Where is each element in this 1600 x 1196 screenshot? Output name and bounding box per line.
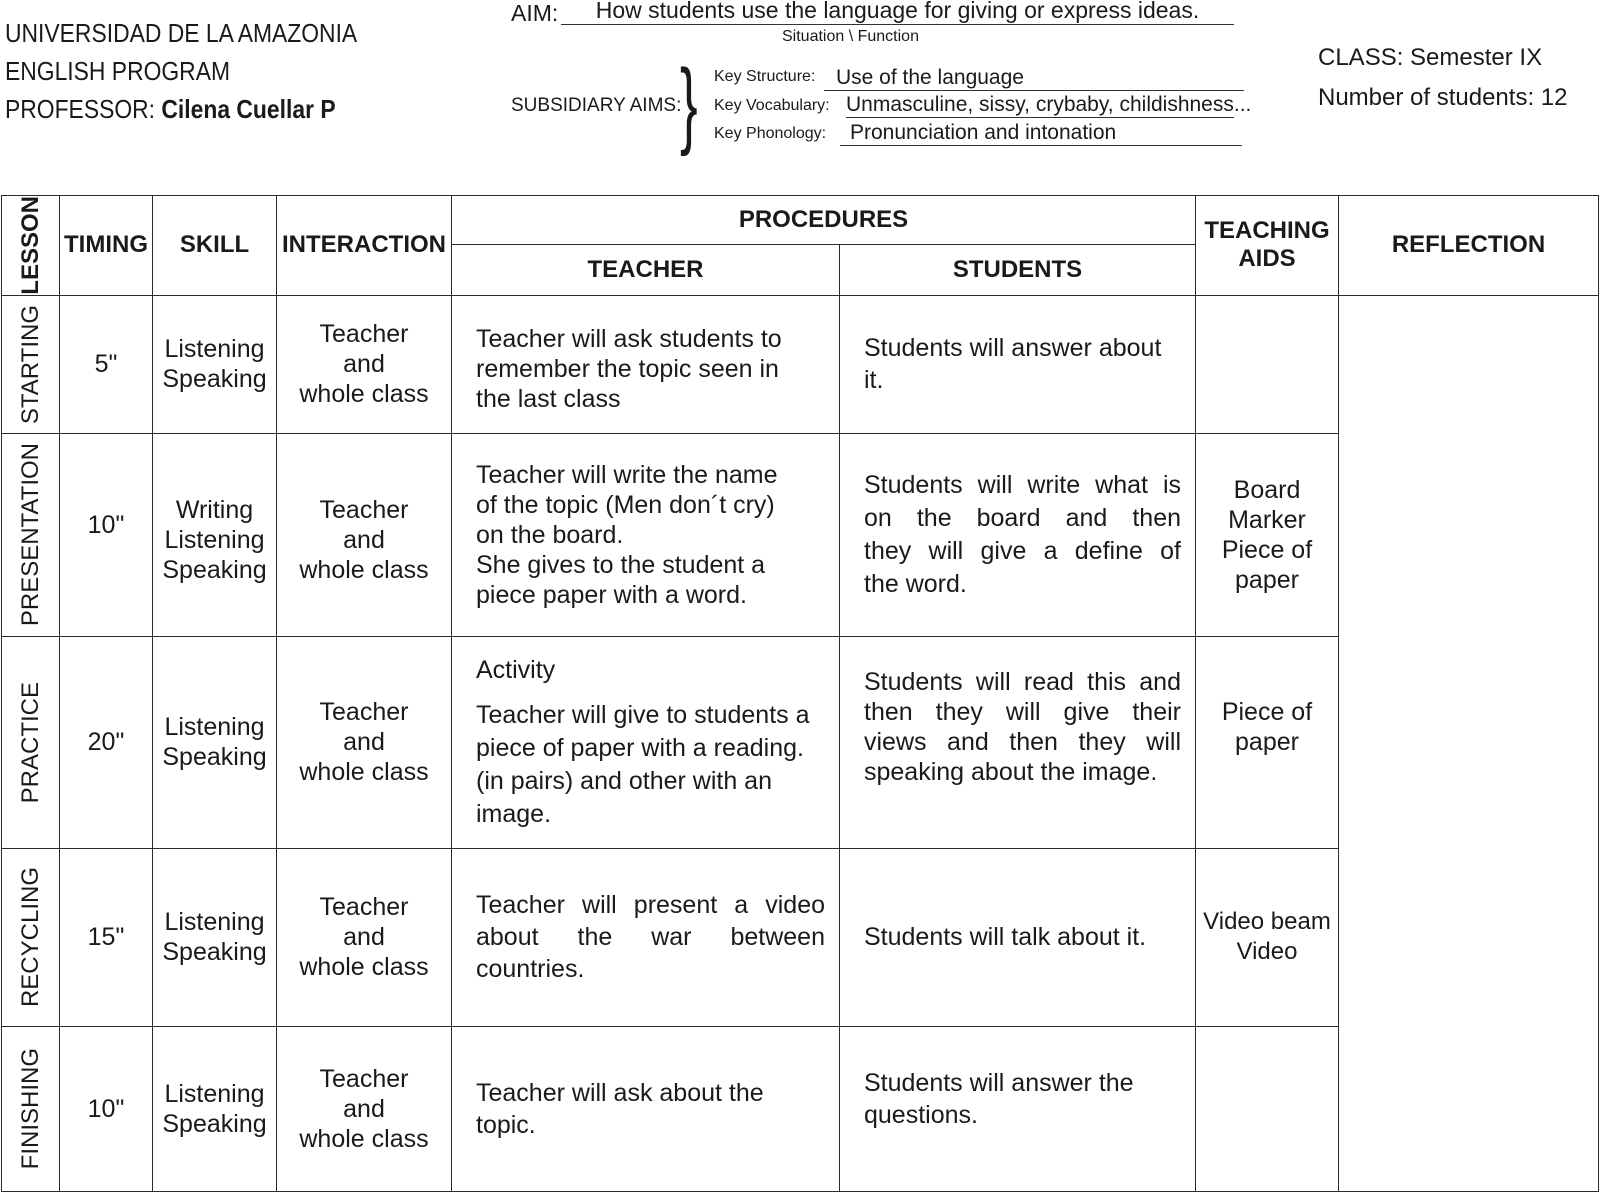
interaction-cell: Teacher and whole class [277, 636, 452, 848]
aim-label: AIM: [511, 0, 559, 26]
students-procedure: Students will talk about it. [840, 848, 1196, 1026]
timing-cell: 15" [60, 848, 153, 1026]
aim-value: How students use the language for giving or express ideas. [561, 0, 1234, 25]
students-procedure: Students will answer about it. [840, 295, 1196, 433]
skill-cell: Listening Speaking [153, 1026, 277, 1191]
institution-block [5, 14, 357, 128]
key-structure-label: Key Structure: [714, 68, 816, 85]
program-name: ENGLISH PROGRAM [5, 56, 231, 86]
timing-header: TIMING [60, 196, 153, 296]
lesson-plan-table [1, 195, 1599, 1192]
teacher-procedure: Teacher will ask students to remember the topic seen in the last class [452, 295, 840, 433]
lesson-stage: PRESENTATION [2, 433, 60, 636]
interaction-header: INTERACTION [277, 196, 452, 296]
timing-cell: 10" [60, 433, 153, 636]
timing-cell: 10" [60, 1026, 153, 1191]
teacher-procedure: Teacher will ask about the topic. [452, 1026, 840, 1191]
students-header: STUDENTS [840, 244, 1196, 295]
skill-cell: Listening Speaking [153, 636, 277, 848]
lesson-stage: PRACTICE [2, 636, 60, 848]
students-procedure: Students will answer the questions. [840, 1026, 1196, 1191]
class-semester: CLASS: Semester IX [1318, 44, 1543, 71]
reflection-cell [1339, 295, 1599, 1191]
brace-symbol: } [680, 50, 698, 157]
procedures-header: PROCEDURES [452, 196, 1196, 245]
teacher-header: TEACHER [452, 244, 840, 295]
aim-caption: Situation \ Function [782, 28, 919, 45]
timing-cell: 20" [60, 636, 153, 848]
subsidiary-aims-label: SUBSIDIARY AIMS: [511, 95, 682, 116]
teaching-aids-cell [1196, 1026, 1339, 1191]
student-count: Number of students: 12 [1318, 84, 1568, 111]
students-procedure: Students will write what is on the board and then they will give a define of the word. [840, 433, 1196, 636]
lesson-stage: FINISHING [2, 1026, 60, 1191]
interaction-cell: Teacher and whole class [277, 1026, 452, 1191]
lesson-header: LESSON [2, 196, 60, 296]
teacher-procedure: Teacher will present a video about the war between countries. [452, 848, 840, 1026]
teacher-procedure: Teacher will write the name of the topic (Men don´t cry) on the board. She gives to the student a piece paper with a word. [452, 433, 840, 636]
university-name: UNIVERSIDAD DE LA AMAZONIA [5, 18, 358, 48]
students-procedure: Students will read this and then they will give their views and then they will speaking about the image. [840, 636, 1196, 848]
teaching-aids-cell: Piece of paper [1196, 636, 1339, 848]
timing-cell: 5" [60, 295, 153, 433]
key-vocabulary-value: Unmasculine, sissy, crybaby, childishness... [846, 93, 1252, 116]
teaching-aids-cell: Board Marker Piece of paper [1196, 433, 1339, 636]
professor-label: PROFESSOR: [5, 94, 156, 124]
key-phonology-label: Key Phonology: [714, 125, 827, 142]
teaching-aids-header: TEACHING AIDS [1196, 196, 1339, 296]
key-phonology-value: Pronunciation and intonation [840, 121, 1242, 146]
interaction-cell: Teacher and whole class [277, 295, 452, 433]
reflection-header: REFLECTION [1339, 196, 1599, 296]
interaction-cell: Teacher and whole class [277, 433, 452, 636]
teaching-aids-cell [1196, 295, 1339, 433]
key-structure-value: Use of the language [824, 66, 1244, 91]
class-info [1318, 38, 1567, 118]
teacher-procedure: Activity Teacher will give to students a piece of paper with a reading. (in pairs) and other with an image. [452, 636, 840, 848]
skill-cell: Listening Speaking [153, 295, 277, 433]
lesson-stage: STARTING [2, 295, 60, 433]
activity-title: Activity [476, 655, 556, 684]
professor-line [5, 90, 357, 128]
skill-header: SKILL [153, 196, 277, 296]
interaction-cell: Teacher and whole class [277, 848, 452, 1026]
table-row [2, 295, 1599, 433]
key-vocabulary-label: Key Vocabulary: [714, 97, 830, 114]
skill-cell: Writing Listening Speaking [153, 433, 277, 636]
professor-name: Cilena Cuellar P [161, 94, 336, 124]
skill-cell: Listening Speaking [153, 848, 277, 1026]
lesson-stage: RECYCLING [2, 848, 60, 1026]
teaching-aids-cell: Video beam Video [1196, 848, 1339, 1026]
